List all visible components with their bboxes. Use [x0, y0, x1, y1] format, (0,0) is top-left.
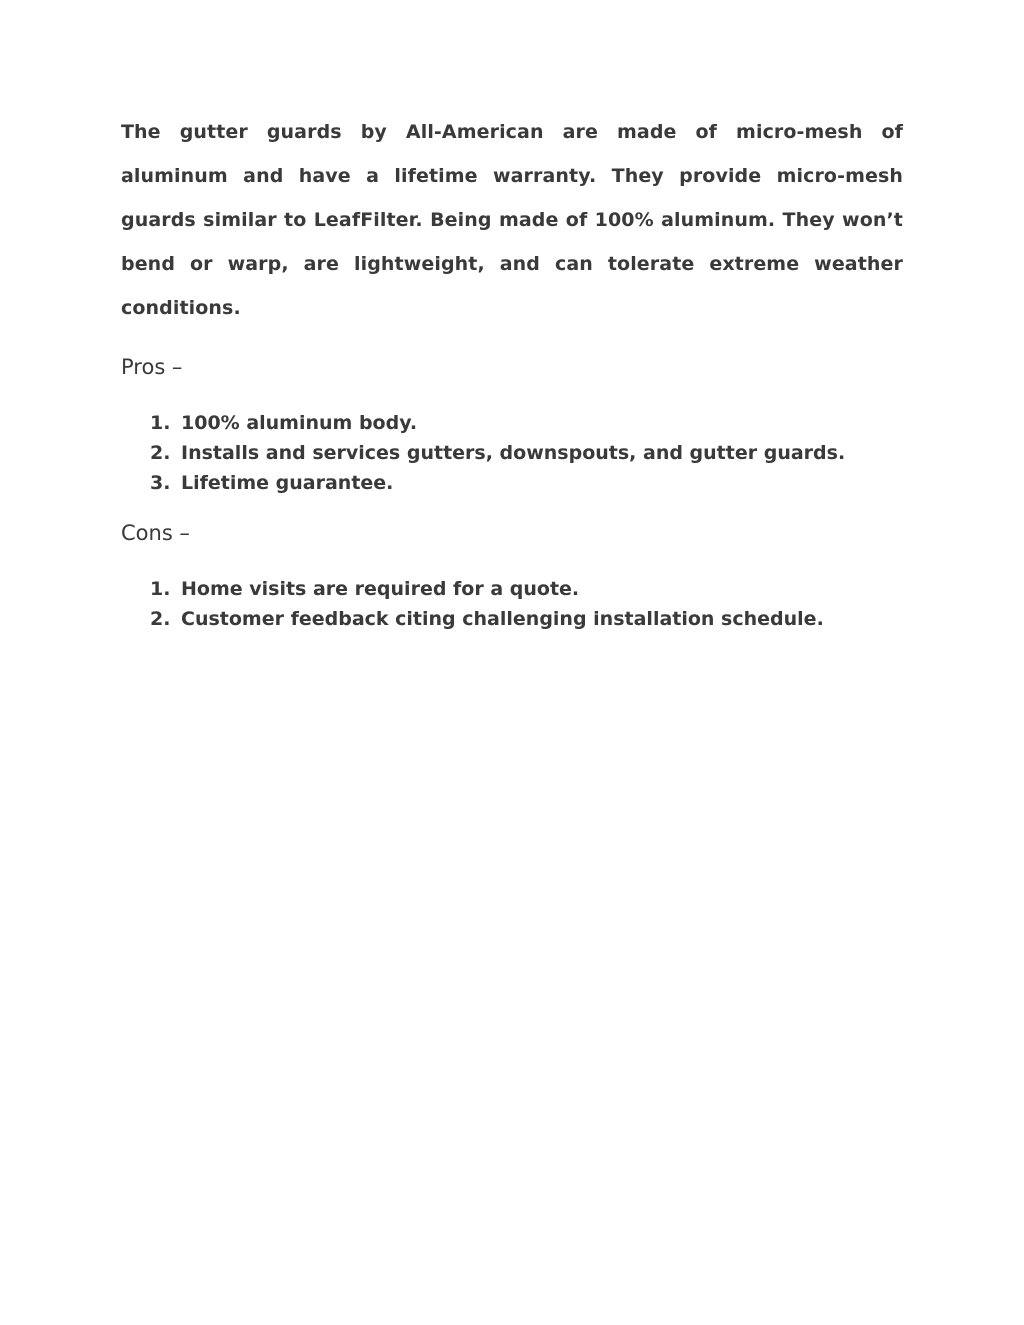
list-item	[121, 438, 903, 468]
list-item-text: Customer feedback citing challenging installation schedule.	[181, 608, 824, 630]
pros-list	[121, 408, 903, 498]
list-item	[121, 408, 903, 438]
list-item-number: 2.	[150, 442, 171, 464]
pros-heading: Pros –	[121, 355, 183, 379]
intro-paragraph: The gutter guards by All-American are made of micro-mesh of aluminum and have a lifetime warranty. They provide micro-mesh guards similar to LeafFilter. Being made of 100% aluminum. They won’t bend or warp, are lightweight, and can tolerate extreme weather conditions.	[121, 121, 903, 319]
cons-list	[121, 574, 903, 634]
list-item-text: 100% aluminum body.	[181, 412, 418, 434]
list-item-text: Lifetime guarantee.	[181, 472, 394, 494]
list-item	[121, 468, 903, 498]
list-item-text: Home visits are required for a quote.	[181, 578, 580, 600]
cons-heading: Cons –	[121, 521, 190, 545]
list-item-number: 1.	[150, 412, 171, 434]
list-item-number: 2.	[150, 608, 171, 630]
list-item-text: Installs and services gutters, downspouts, and gutter guards.	[181, 442, 846, 464]
list-item-number: 1.	[150, 578, 171, 600]
list-item	[121, 604, 903, 634]
document-page	[121, 110, 903, 634]
list-item-number: 3.	[150, 472, 171, 494]
list-item	[121, 574, 903, 604]
